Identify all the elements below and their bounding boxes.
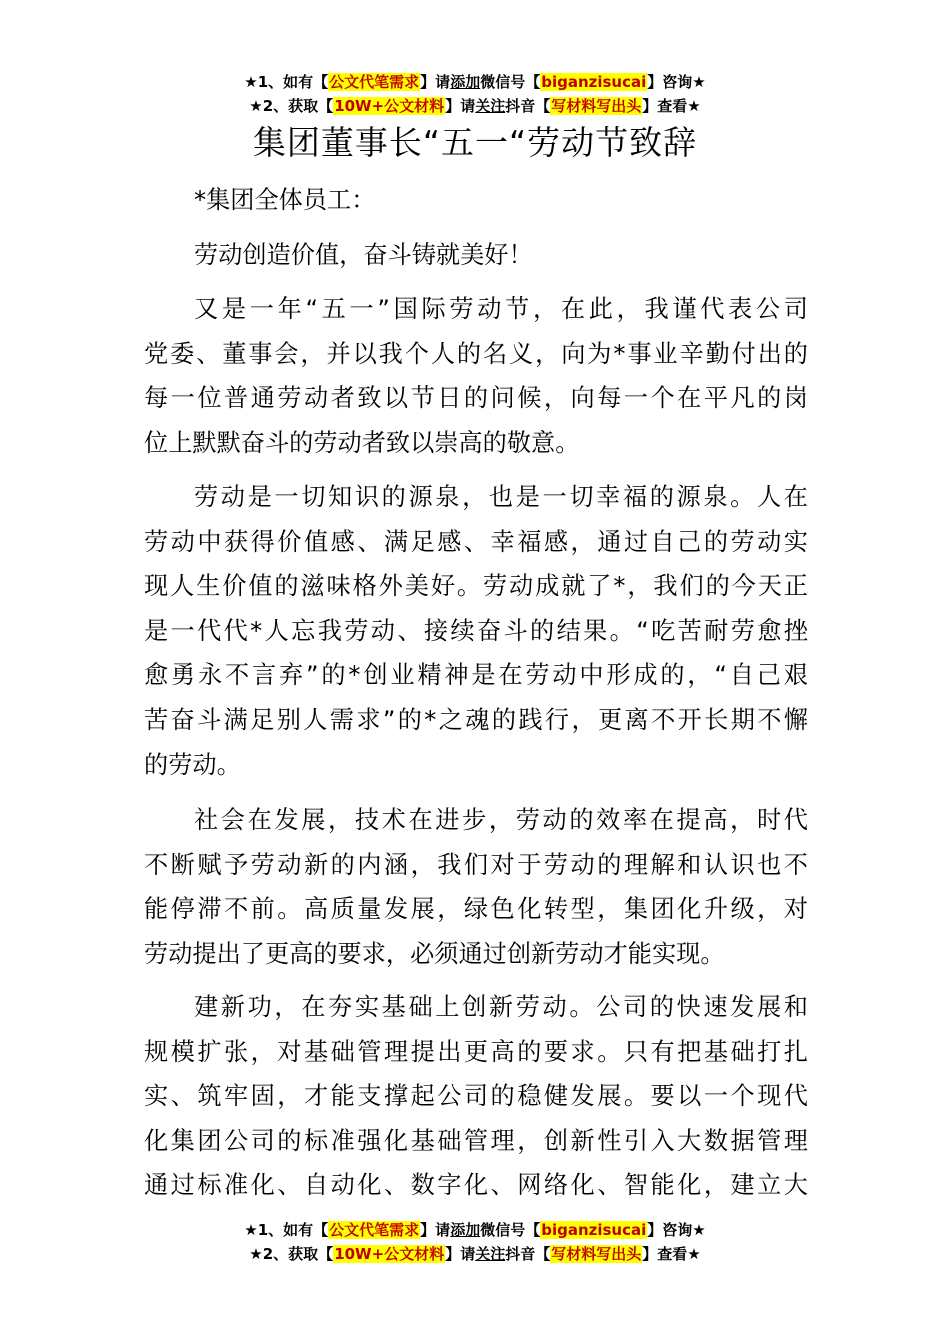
paragraph-line: 通过标准化、自动化、数字化、网络化、智能化，建立大	[144, 1171, 808, 1200]
header-banner	[0, 70, 950, 118]
banner-text: ★2、获取【	[249, 97, 334, 115]
banner-text: ★1、如有【	[244, 1221, 329, 1239]
banner-highlight-wechat-id: biganzisucai	[541, 73, 647, 91]
banner-text: 微信号【	[480, 73, 541, 91]
salutation	[144, 178, 808, 223]
footer-banner	[0, 1218, 950, 1266]
paragraph-line: 建新功，在夯实基础上创新劳动。公司的快速发展和	[194, 993, 808, 1021]
document-body	[144, 178, 808, 223]
banner-text: 】咨询★	[647, 1221, 706, 1239]
paragraph-line: 苦奋斗满足别人需求”的*之魂的践行，更离不开长期不懈	[144, 705, 808, 734]
banner-line-2	[0, 1242, 950, 1266]
paragraph-line: 劳动提出了更高的要求，必须通过创新劳动才能实现。	[144, 939, 725, 968]
banner-line-1	[0, 70, 950, 94]
paragraph-line: 每一位普通劳动者致以节日的问候，向每一个在平凡的岗	[144, 384, 808, 413]
document-title: 集团董事长“五一“劳动节致辞	[252, 123, 698, 162]
banner-text: 】咨询★	[647, 73, 706, 91]
paragraph-line: 不断赋予劳动新的内涵，我们对于劳动的理解和认识也不	[144, 850, 808, 879]
banner-text: ★2、获取【	[249, 1245, 334, 1263]
paragraph-3	[144, 475, 808, 787]
salutation-line: *集团全体员工：	[194, 186, 376, 214]
banner-underlined-text: 添加	[450, 73, 481, 91]
banner-underlined-text: 关注	[475, 1245, 506, 1263]
paragraph-line: 的劳动。	[144, 750, 241, 779]
paragraph-4	[144, 798, 808, 976]
paragraph-line: 劳动创造价值，奋斗铸就美好！	[194, 241, 533, 269]
paragraph-line: 劳动中获得价值感、满足感、幸福感，通过自己的劳动实	[144, 527, 808, 556]
banner-text: 】查看★	[642, 97, 701, 115]
paragraph-5	[144, 985, 808, 1208]
paragraph-line: 社会在发展，技术在进步，劳动的效率在提高，时代	[194, 806, 808, 834]
banner-underlined-text: 关注	[475, 97, 506, 115]
banner-text: 】查看★	[642, 1245, 701, 1263]
paragraph-line: 实、筑牢固，才能支撑起公司的稳健发展。要以一个现代	[144, 1082, 808, 1111]
paragraph-line: 化集团公司的标准强化基础管理，创新性引入大数据管理	[144, 1126, 808, 1155]
banner-text: 微信号【	[480, 1221, 541, 1239]
banner-highlight: 10W+公文材料	[334, 1245, 445, 1263]
banner-underlined-text: 添加	[450, 1221, 481, 1239]
banner-text: ★1、如有【	[244, 73, 329, 91]
banner-text: 抖音【	[505, 97, 551, 115]
banner-text: 】请	[420, 1221, 451, 1239]
paragraph-line: 劳动是一切知识的源泉，也是一切幸福的源泉。人在	[194, 483, 808, 511]
banner-text: 】请	[445, 1245, 476, 1263]
banner-line-1	[0, 1218, 950, 1242]
paragraph-line: 现人生价值的滋味格外美好。劳动成就了*，我们的今天正	[144, 572, 808, 601]
banner-highlight: 公文代笔需求	[329, 73, 420, 91]
banner-highlight: 公文代笔需求	[329, 1221, 420, 1239]
paragraph-line: 又是一年“五一”国际劳动节，在此，我谨代表公司	[194, 295, 808, 323]
banner-highlight-wechat-id: biganzisucai	[541, 1221, 647, 1239]
paragraph-line: 愈勇永不言弃”的*创业精神是在劳动中形成的，“自己艰	[144, 661, 808, 690]
banner-text: 】请	[420, 73, 451, 91]
banner-highlight: 10W+公文材料	[334, 97, 445, 115]
banner-text: 抖音【	[505, 1245, 551, 1263]
paragraph-line: 能停滞不前。高质量发展，绿色化转型，集团化升级，对	[144, 895, 808, 924]
banner-text: 】请	[445, 97, 476, 115]
banner-highlight-douyin-id: 写材料写出头	[551, 97, 642, 115]
paragraph-2	[144, 287, 808, 465]
paragraph-line: 是一代代*人忘我劳动、接续奋斗的结果。“吃苦耐劳愈挫	[144, 616, 808, 645]
banner-line-2	[0, 94, 950, 118]
paragraph-line: 党委、董事会，并以我个人的名义，向为*事业辛勤付出的	[144, 339, 808, 368]
paragraph-1	[144, 233, 808, 278]
banner-highlight-douyin-id: 写材料写出头	[551, 1245, 642, 1263]
paragraph-line: 位上默默奋斗的劳动者致以崇高的敬意。	[144, 428, 580, 457]
paragraph-line: 规模扩张，对基础管理提出更高的要求。只有把基础打扎	[144, 1037, 808, 1066]
